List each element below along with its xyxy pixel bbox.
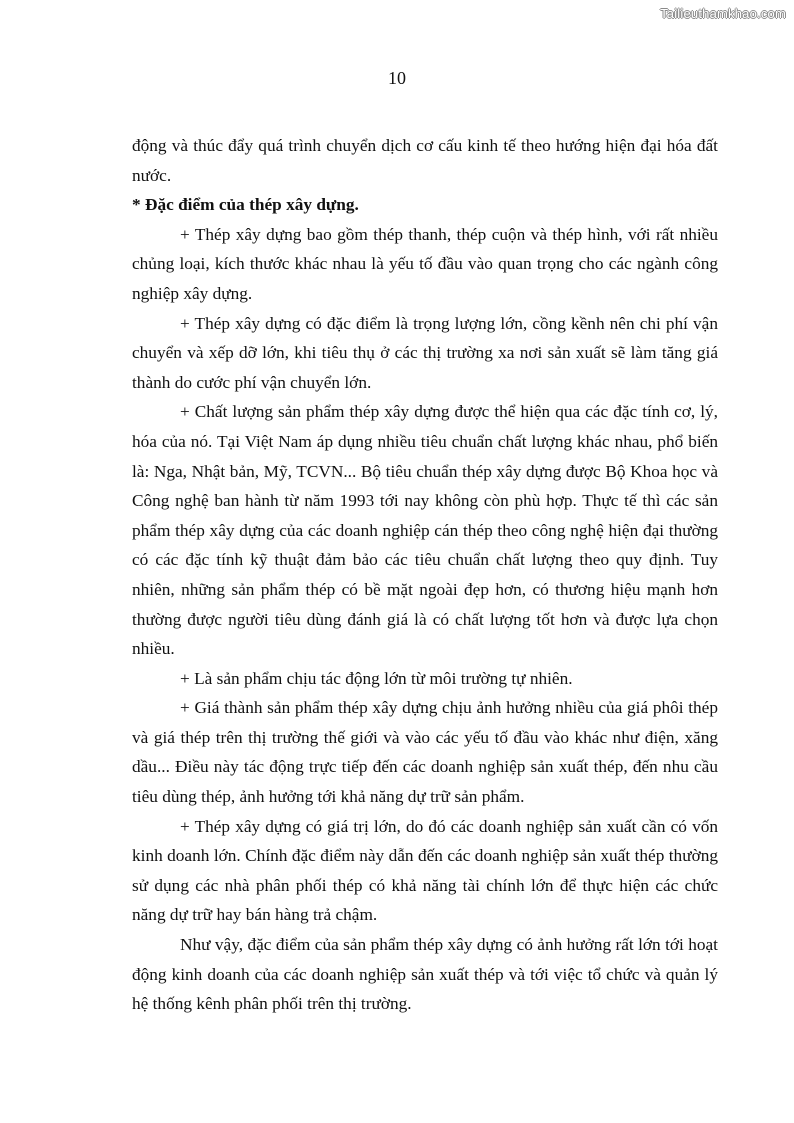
section-heading: * Đặc điểm của thép xây dựng. (132, 195, 359, 215)
page-number: 10 (388, 68, 406, 88)
paragraph-continuation: động và thúc đẩy quá trình chuyển dịch cơ cấu kinh tế theo hướng hiện đại hóa đất nước. (132, 136, 718, 185)
paragraph-conclusion: Như vậy, đặc điểm của sản phẩm thép xây dựng có ảnh hưởng rất lớn tới hoạt động kinh doanh của các doanh nghiệp sản xuất thép và tới việc tổ chức và quản lý hệ thống kênh phân phối trên thị trường. (132, 935, 718, 1014)
paragraph-steel-types: + Thép xây dựng bao gồm thép thanh, thép cuộn và thép hình, với rất nhiều chủng loại, kích thước khác nhau là yếu tố đầu vào quan trọng cho các ngành công nghiệp xây dựng. (132, 224, 718, 303)
paragraph-quality-standards: + Chất lượng sản phẩm thép xây dựng được thể hiện qua các đặc tính cơ, lý, hóa của nó. Tại Việt Nam áp dụng nhiều tiêu chuẩn chất lượng khác nhau, phổ biến là: Nga, Nhật bản, Mỹ, TCVN... Bộ tiêu chuẩn thép xây dựng được Bộ Khoa học và Công nghệ ban hành từ năm 1993 tới nay không còn phù hợp. Thực tế thì các sản phẩm thép xây dựng của các doanh nghiệp cán thép theo công nghệ hiện đại thường có các đặc tính kỹ thuật đảm bảo các tiêu chuẩn chất lượng theo quy định. Tuy nhiên, những sản phẩm thép có bề mặt ngoài đẹp hơn, có thương hiệu mạnh hơn thường được người tiêu dùng đánh giá là có chất lượng tốt hơn và được lựa chọn nhiều. (132, 402, 718, 659)
document-body (132, 131, 718, 1019)
watermark: Tailieuthamkhao.com (660, 6, 786, 21)
paragraph-environment: + Là sản phẩm chịu tác động lớn từ môi trường tự nhiên. (180, 668, 573, 688)
paragraph-capital: + Thép xây dựng có giá trị lớn, do đó các doanh nghiệp sản xuất cần có vốn kinh doanh lớn. Chính đặc điểm này dẫn đến các doanh nghiệp sản xuất thép thường sử dụng các nhà phân phối thép có khả năng tài chính lớn để thực hiện các chức năng dự trữ hay bán hàng trả chậm. (132, 816, 718, 925)
paragraph-weight-transport: + Thép xây dựng có đặc điểm là trọng lượng lớn, cồng kềnh nên chi phí vận chuyển và xếp dỡ lớn, khi tiêu thụ ở các thị trường xa nơi sản xuất sẽ làm tăng giá thành do cước phí vận chuyển lớn. (132, 313, 718, 392)
paragraph-price-factors: + Giá thành sản phẩm thép xây dựng chịu ảnh hưởng nhiều của giá phôi thép và giá thép trên thị trường thế giới và vào các yếu tố đầu vào khác như điện, xăng dầu... Điều này tác động trực tiếp đến các doanh nghiệp sản xuất thép, đến nhu cầu tiêu dùng thép, ảnh hưởng tới khả năng dự trữ sản phẩm. (132, 698, 718, 807)
